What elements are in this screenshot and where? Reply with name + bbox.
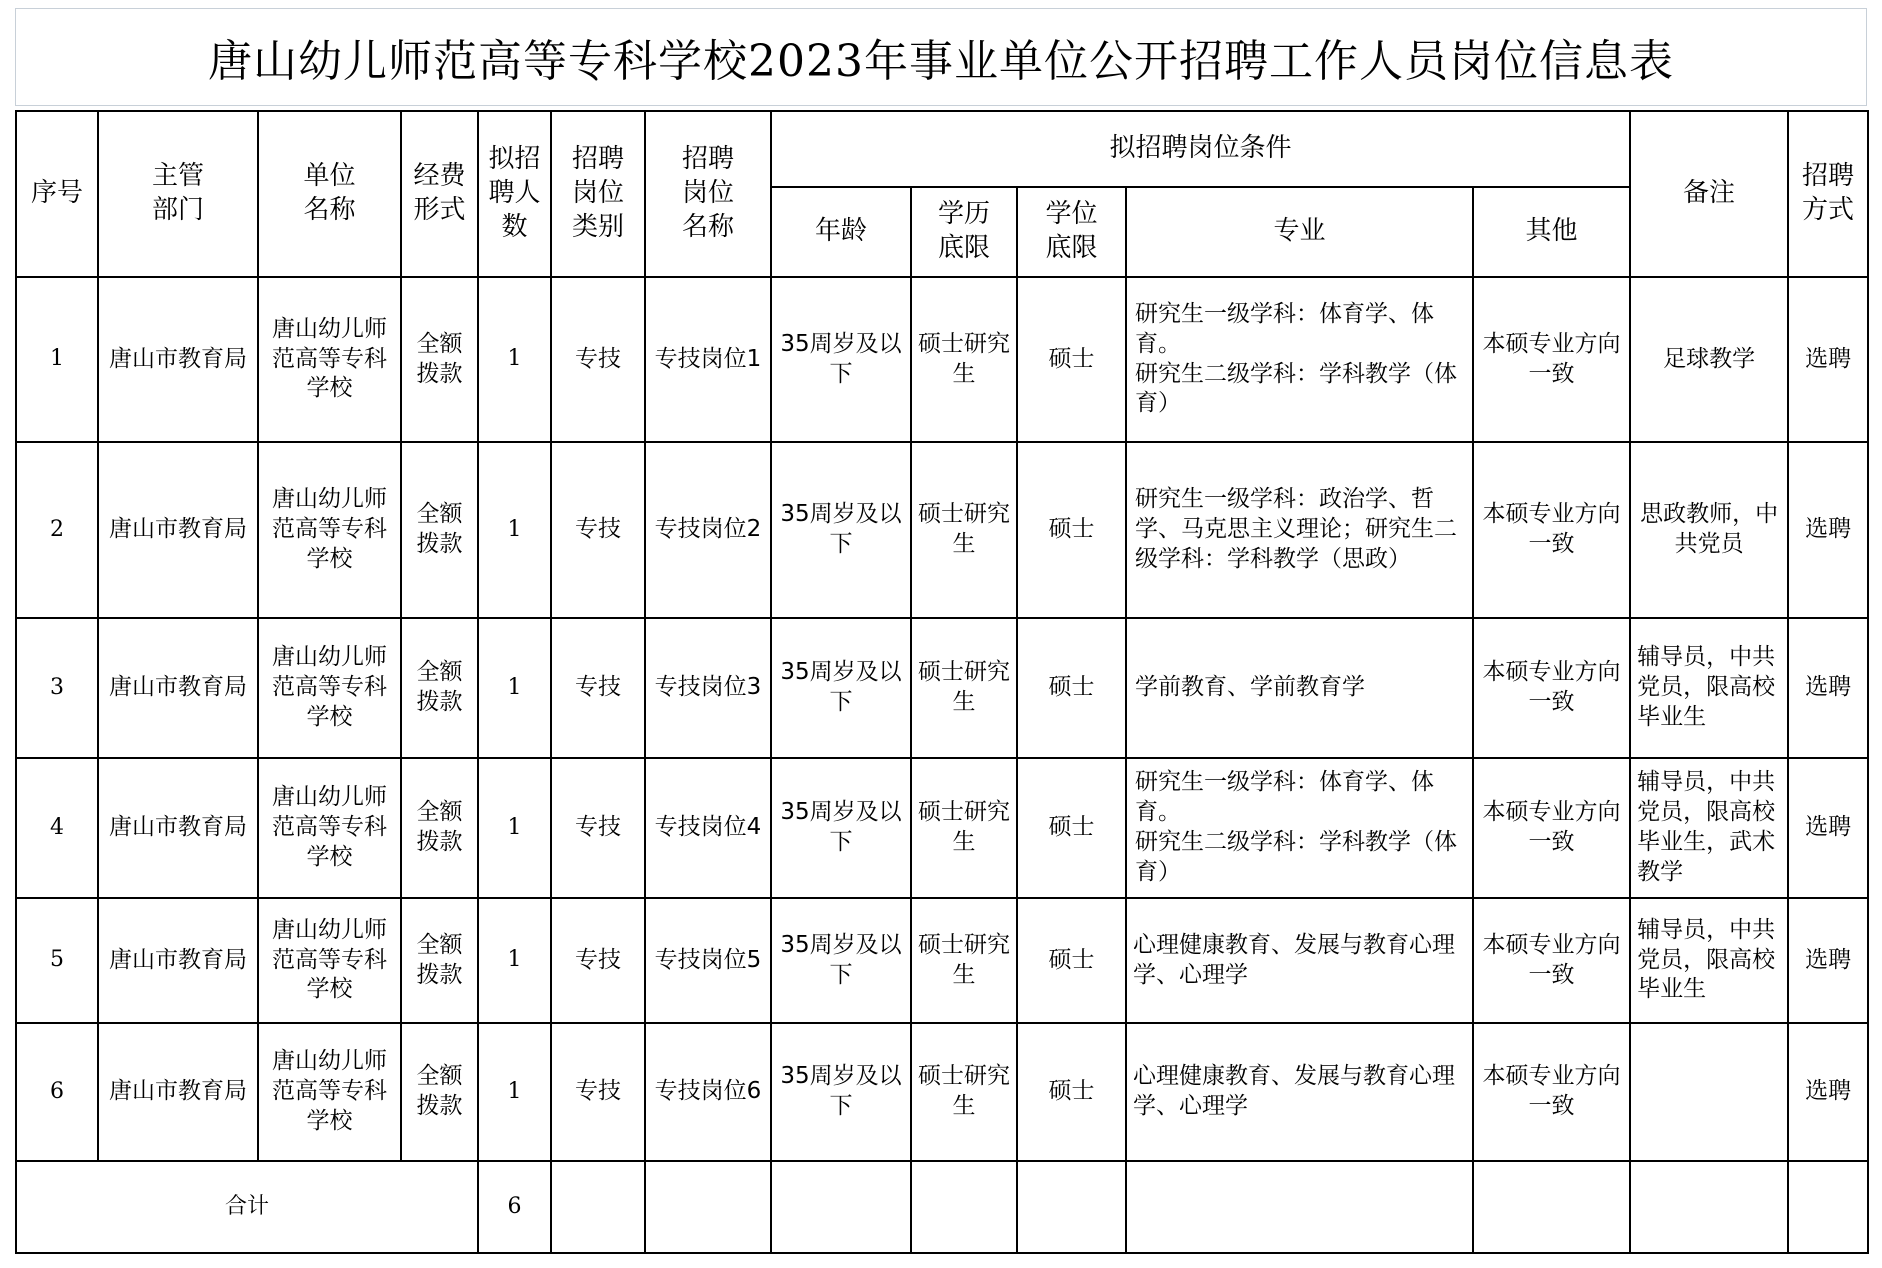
job-table (15, 110, 1869, 1254)
cell-funding-text: 全额拨款 (416, 659, 463, 715)
cell-funding-text: 全额拨款 (416, 931, 463, 988)
table-row (16, 277, 1868, 442)
header-degree-label: 学位底限 (1045, 199, 1098, 263)
cell-education: 硕士研究生 (911, 618, 1017, 758)
cell-remark: 足球教学 (1630, 277, 1788, 442)
cell-major: 研究生一级学科：政治学、哲学、马克思主义理论；研究生二级学科：学科教学（思政） (1126, 442, 1473, 618)
table-row (16, 898, 1868, 1023)
cell-index: 2 (16, 442, 98, 618)
cell-method: 选聘 (1788, 618, 1868, 758)
cell-remark (1630, 1023, 1788, 1161)
empty-cell (645, 1161, 771, 1253)
cell-remark: 辅导员，中共党员，限高校毕业生，武术教学 (1630, 758, 1788, 898)
cell-method: 选聘 (1788, 758, 1868, 898)
empty-cell (1126, 1161, 1473, 1253)
cell-funding (401, 758, 478, 898)
cell-category: 专技 (551, 442, 645, 618)
header-post-name-label: 招聘岗位名称 (681, 144, 734, 242)
cell-funding-text: 全额拨款 (416, 799, 463, 855)
cell-funding (401, 442, 478, 618)
cell-other: 本硕专业方向一致 (1473, 442, 1630, 618)
header-education (911, 187, 1017, 277)
cell-remark: 辅导员，中共党员，限高校毕业生 (1630, 898, 1788, 1023)
title-box (15, 8, 1867, 106)
cell-education: 硕士研究生 (911, 1023, 1017, 1161)
empty-cell (911, 1161, 1017, 1253)
cell-post-name: 专技岗位5 (645, 898, 771, 1023)
cell-count: 1 (478, 758, 551, 898)
cell-major: 学前教育、学前教育学 (1126, 618, 1473, 758)
cell-department: 唐山市教育局 (98, 898, 258, 1023)
header-department-label: 主管部门 (151, 161, 204, 225)
cell-age: 35周岁及以下 (771, 758, 911, 898)
cell-other: 本硕专业方向一致 (1473, 758, 1630, 898)
cell-funding-text: 全额拨款 (416, 1063, 463, 1119)
cell-degree: 硕士 (1017, 758, 1126, 898)
cell-department: 唐山市教育局 (98, 758, 258, 898)
cell-unit: 唐山幼儿师范高等专科学校 (258, 758, 401, 898)
header-major: 专业 (1126, 187, 1473, 277)
cell-post-name: 专技岗位1 (645, 277, 771, 442)
cell-funding (401, 898, 478, 1023)
empty-cell (551, 1161, 645, 1253)
cell-category: 专技 (551, 277, 645, 442)
cell-funding (401, 277, 478, 442)
header-funding (401, 111, 478, 277)
cell-method: 选聘 (1788, 898, 1868, 1023)
table-body (16, 277, 1868, 1253)
cell-remark: 辅导员，中共党员，限高校毕业生 (1630, 618, 1788, 758)
cell-department: 唐山市教育局 (98, 1023, 258, 1161)
cell-degree: 硕士 (1017, 1023, 1126, 1161)
header-index: 序号 (16, 111, 98, 277)
cell-count: 1 (478, 1023, 551, 1161)
cell-index: 5 (16, 898, 98, 1023)
cell-education: 硕士研究生 (911, 442, 1017, 618)
cell-funding (401, 618, 478, 758)
cell-funding-text: 全额拨款 (416, 501, 463, 557)
cell-other: 本硕专业方向一致 (1473, 277, 1630, 442)
header-method-label: 招聘方式 (1802, 161, 1855, 225)
cell-degree: 硕士 (1017, 277, 1126, 442)
cell-method: 选聘 (1788, 277, 1868, 442)
cell-other: 本硕专业方向一致 (1473, 618, 1630, 758)
empty-cell (771, 1161, 911, 1253)
header-post-name (645, 111, 771, 277)
header-degree (1017, 187, 1126, 277)
header-category-label: 招聘岗位类别 (571, 144, 624, 242)
cell-category: 专技 (551, 618, 645, 758)
cell-method: 选聘 (1788, 442, 1868, 618)
cell-funding (401, 1023, 478, 1161)
header-method (1788, 111, 1868, 277)
cell-age: 35周岁及以下 (771, 898, 911, 1023)
total-label: 合计 (16, 1161, 478, 1253)
cell-major: 心理健康教育、发展与教育心理学、心理学 (1126, 898, 1473, 1023)
cell-count: 1 (478, 442, 551, 618)
cell-category: 专技 (551, 898, 645, 1023)
total-row (16, 1161, 1868, 1253)
cell-major: 研究生一级学科：体育学、体育。 研究生二级学科：学科教学（体育） (1126, 758, 1473, 898)
cell-funding-text: 全额拨款 (416, 330, 463, 387)
header-count (478, 111, 551, 277)
cell-count: 1 (478, 618, 551, 758)
empty-cell (1017, 1161, 1126, 1253)
header-funding-label: 经费形式 (413, 161, 466, 225)
cell-unit: 唐山幼儿师范高等专科学校 (258, 442, 401, 618)
cell-post-name: 专技岗位3 (645, 618, 771, 758)
cell-method: 选聘 (1788, 1023, 1868, 1161)
cell-unit: 唐山幼儿师范高等专科学校 (258, 898, 401, 1023)
header-age: 年龄 (771, 187, 911, 277)
cell-count: 1 (478, 277, 551, 442)
table-row (16, 618, 1868, 758)
cell-index: 1 (16, 277, 98, 442)
cell-education: 硕士研究生 (911, 898, 1017, 1023)
cell-education: 硕士研究生 (911, 277, 1017, 442)
cell-unit: 唐山幼儿师范高等专科学校 (258, 1023, 401, 1161)
cell-post-name: 专技岗位2 (645, 442, 771, 618)
cell-degree: 硕士 (1017, 442, 1126, 618)
cell-department: 唐山市教育局 (98, 618, 258, 758)
cell-degree: 硕士 (1017, 618, 1126, 758)
cell-unit: 唐山幼儿师范高等专科学校 (258, 277, 401, 442)
header-education-label: 学历底限 (937, 199, 990, 263)
cell-department: 唐山市教育局 (98, 277, 258, 442)
cell-age: 35周岁及以下 (771, 277, 911, 442)
cell-index: 3 (16, 618, 98, 758)
cell-category: 专技 (551, 1023, 645, 1161)
table-row (16, 1023, 1868, 1161)
table-row (16, 758, 1868, 898)
header-department (98, 111, 258, 277)
cell-index: 6 (16, 1023, 98, 1161)
cell-category: 专技 (551, 758, 645, 898)
empty-cell (1788, 1161, 1868, 1253)
table-row (16, 442, 1868, 618)
header-other: 其他 (1473, 187, 1630, 277)
empty-cell (1473, 1161, 1630, 1253)
cell-unit: 唐山幼儿师范高等专科学校 (258, 618, 401, 758)
header-remark: 备注 (1630, 111, 1788, 277)
header-category (551, 111, 645, 277)
cell-remark: 思政教师，中共党员 (1630, 442, 1788, 618)
cell-index: 4 (16, 758, 98, 898)
cell-age: 35周岁及以下 (771, 1023, 911, 1161)
cell-major: 研究生一级学科：体育学、体育。 研究生二级学科：学科教学（体育） (1126, 277, 1473, 442)
cell-age: 35周岁及以下 (771, 442, 911, 618)
header-conditions: 拟招聘岗位条件 (771, 111, 1630, 187)
empty-cell (1630, 1161, 1788, 1253)
cell-post-name: 专技岗位4 (645, 758, 771, 898)
header-unit-label: 单位名称 (303, 161, 356, 225)
header-row-1 (16, 111, 1868, 187)
cell-other: 本硕专业方向一致 (1473, 898, 1630, 1023)
cell-department: 唐山市教育局 (98, 442, 258, 618)
cell-post-name: 专技岗位6 (645, 1023, 771, 1161)
cell-age: 35周岁及以下 (771, 618, 911, 758)
cell-count: 1 (478, 898, 551, 1023)
cell-other: 本硕专业方向一致 (1473, 1023, 1630, 1161)
page-title: 唐山幼儿师范高等专科学校2023年事业单位公开招聘工作人员岗位信息表 (208, 36, 1674, 87)
cell-degree: 硕士 (1017, 898, 1126, 1023)
header-unit (258, 111, 401, 277)
header-count-label: 拟招聘人数 (488, 144, 541, 242)
cell-education: 硕士研究生 (911, 758, 1017, 898)
cell-major: 心理健康教育、发展与教育心理学、心理学 (1126, 1023, 1473, 1161)
total-count: 6 (478, 1161, 551, 1253)
